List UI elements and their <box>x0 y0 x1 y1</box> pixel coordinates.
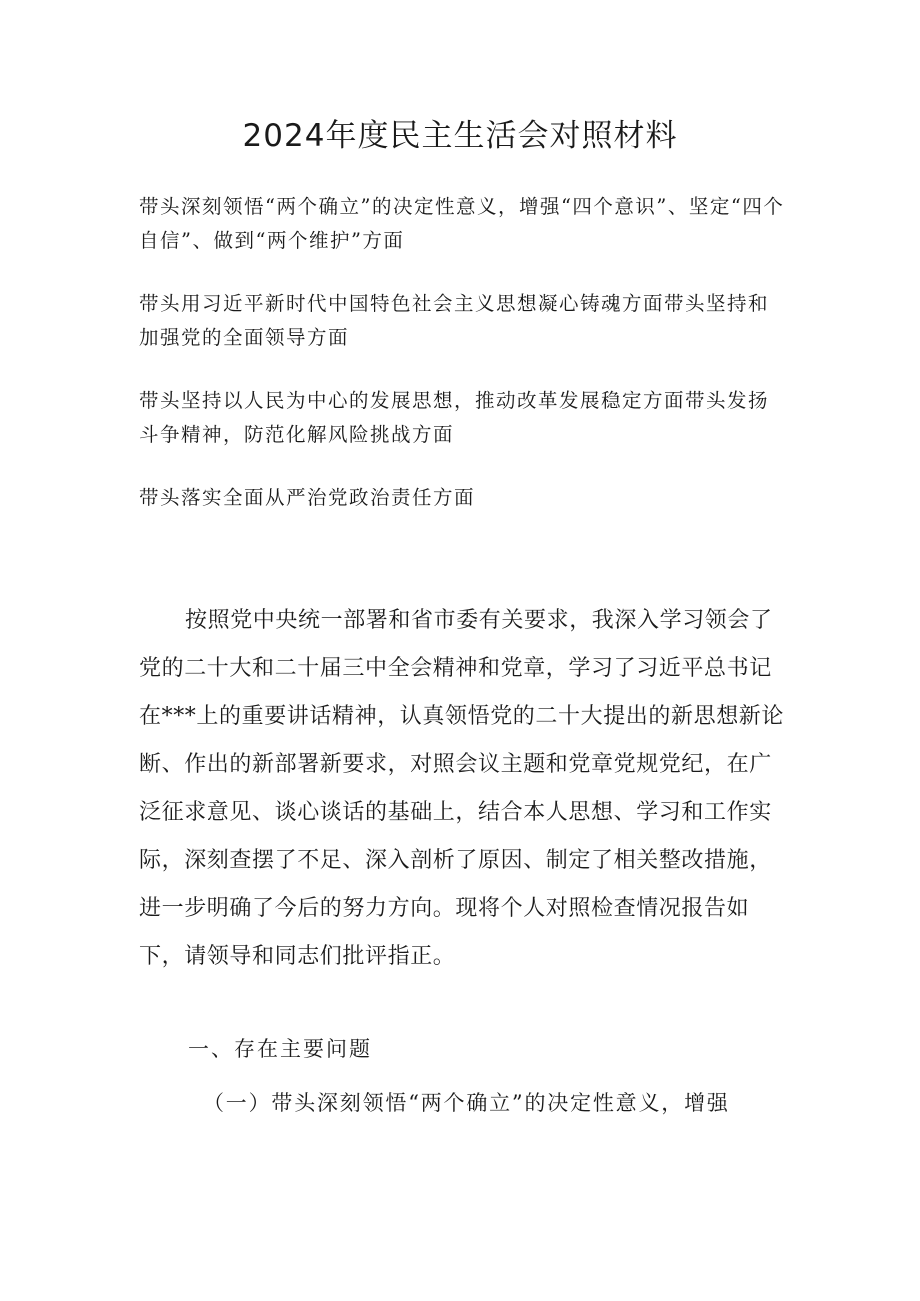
document-title: 2024年度民主生活会对照材料 <box>242 118 678 154</box>
intro-paragraph: 按照党中央统一部署和省市委有关要求，我深入学习领会了党的二十大和二十届三中全会精神和党章，学习了习近平总书记在***上的重要讲话精神，认真领悟党的二十大提出的新思想新论断、作出的新部署新要求，对照会议主题和党章党规党纪，在广泛征求意见、谈心谈话的基础上，结合本人思想、学习和工作实际，深刻查摆了不足、深入剖析了原因、制定了相关整改措施，进一步明确了今后的努力方向。现将个人对照检查情况报告如下，请领导和同志们批评指正。 <box>139 608 785 969</box>
topic-item: 带头坚持以人民为中心的发展思想，推动改革发展稳定方面带头发扬斗争精神，防范化解风险挑战方面 <box>139 389 770 446</box>
topic-list <box>139 190 789 544</box>
section-heading: 一、存在主要问题 <box>188 1037 372 1061</box>
subsection-heading: （一）带头深刻领悟“两个确立”的决定性意义，增强 <box>203 1091 730 1115</box>
topic-item: 带头深刻领悟“两个确立”的决定性意义，增强“四个意识”、坚定“四个自信”、做到“两个维护”方面 <box>139 195 785 252</box>
topic-item: 带头落实全面从严治党政治责任方面 <box>139 486 476 509</box>
topic-item: 带头用习近平新时代中国特色社会主义思想凝心铸魂方面带头坚持和加强党的全面领导方面 <box>139 292 770 349</box>
